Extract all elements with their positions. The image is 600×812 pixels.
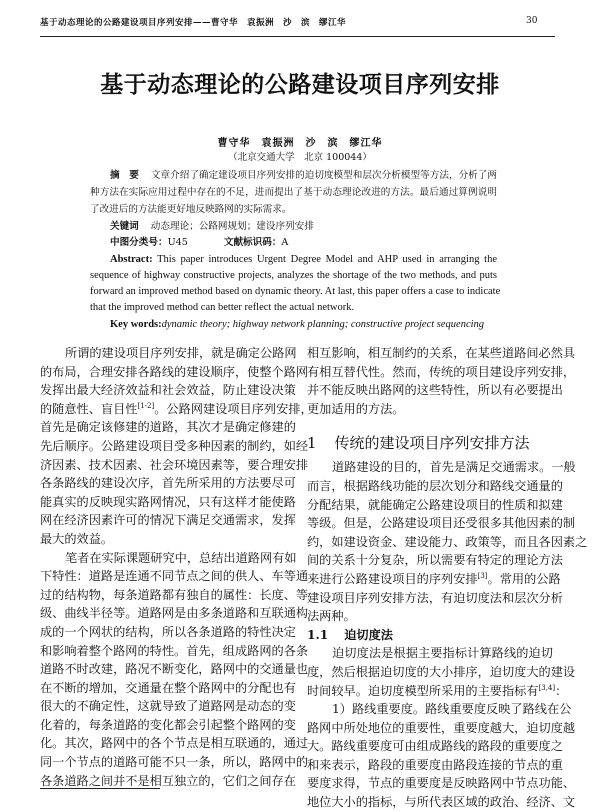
abstract-cn-line	[90, 168, 497, 184]
body-line: 等级。但是，公路建设项目还受很多其他因素的制	[307, 516, 576, 531]
keywords-cn	[90, 219, 497, 235]
section-title: 传统的建设项目序列安排方法	[334, 434, 530, 453]
keywords-en	[90, 317, 497, 333]
authors: 曹守华 袁振洲 沙 滨 缪江华	[217, 138, 383, 149]
affiliation: （北京交通大学 北京 100044）	[228, 152, 372, 163]
body-line: 各条道路之间并不是相互独立的，它们之间存在	[40, 773, 296, 788]
keywords-en-label: Key words:	[110, 319, 162, 330]
body-line: 并不能反映出路网的这些特性，所以有必要提出	[307, 383, 563, 398]
body-line: 分配结果，就能确定公路建设项目的性质和拟建	[307, 497, 563, 512]
body-text: ：	[555, 683, 568, 698]
body-line: 同一个节点的道路可能不只一条，所以，路网中的	[40, 755, 309, 770]
body-text: 时间较早。迫切度模型所采用的主要指标有	[307, 683, 539, 698]
section-heading-1-1	[307, 626, 553, 645]
abstract-cn-text: 文章介绍了确定建设项目序列安排的迫切度模型和层次分析模型等方法，分析了两	[150, 170, 498, 181]
body-line: 而言，根据路线功能的层次划分和路线交通量的	[307, 478, 563, 493]
doc-code-value: A	[281, 237, 289, 248]
body-line	[307, 570, 561, 589]
paper-title: 基于动态理论的公路建设项目序列安排	[100, 71, 500, 98]
citation: [3]	[477, 571, 488, 580]
abstract-en-line: sequence of highway constructive projects, analyzes the shortage of the two methods, and puts	[90, 270, 497, 281]
body-line: 相互影响，相互制约的关系，在某些道路间必然具	[307, 346, 576, 360]
section-number: 1	[307, 434, 317, 453]
body-line: 和影响着整个路网的特性。首先，组成路网的各条	[40, 643, 309, 658]
abstract-cn-line: 了改进后的方法能更好地反映路网的实际需求。	[90, 204, 292, 215]
body-line: 的布局，合理安排各路线的建设顺序，使整个路网	[40, 364, 309, 379]
class-label: 中图分类号：	[110, 237, 168, 248]
body-line: 和来表示，路段的重要度由路段连接的节点的重	[307, 757, 563, 772]
section-title: 迫切度法	[344, 627, 393, 642]
body-line: 济因素、技术因素、社会环境因素等，要合理安排	[40, 457, 309, 472]
body-line: 建设项目序列安排方法，有迫切度法和层次分析	[307, 590, 563, 605]
body-line: 各条路线的建设次序，首先所采用的方法要尽可	[40, 476, 296, 491]
abstract-en-line: forward an improved method based on dynamic theory. At last, this paper offers a case to indicate	[90, 286, 501, 297]
doc-code-label: 文献标识码：	[223, 237, 282, 248]
body-line: 首先是确定该修建的道路，其次才是确定修建的	[40, 420, 296, 435]
abstract-en-text: This paper introduces Urgent Degree Model and AHP used in arranging the	[157, 254, 497, 265]
body-line: 道路不时改建，路况不断变化，路网中的交通量也	[40, 662, 309, 677]
right-column	[307, 344, 588, 812]
body-line: 成的一个网状的结构，所以各条道路的特性决定	[40, 624, 296, 639]
body-text: 的随意性、盲目性	[40, 401, 138, 416]
abstract-en-line	[90, 252, 497, 268]
section-heading-1	[307, 428, 553, 458]
body-line: 下特性：道路是连通不同节点之间的供人、车等通	[40, 569, 309, 584]
body-line: 道路建设的目的，首先是满足交通需求。一般	[332, 460, 576, 475]
body-line	[307, 682, 568, 701]
body-line: 发挥出最大经济效益和社会效益，防止建设决策	[40, 383, 296, 398]
abstract-cn-label: 摘 要	[110, 170, 139, 181]
body-line: 最大的效益。	[40, 531, 114, 546]
running-head: 基于动态理论的公路建设项目序列安排——曹守华 袁振洲 沙 滨 缪江华	[40, 18, 347, 28]
body-line: 法两种。	[307, 609, 356, 624]
citation: [3,4]	[538, 683, 556, 692]
body-line: 度，然后根据迫切度的大小排序，迫切度大的建设	[307, 664, 576, 679]
header-rule	[40, 36, 555, 37]
abstract-en-line: that the improved method can better reflect the actual network.	[90, 302, 355, 313]
body-line: 迫切度法是根据主要指标计算路线的迫切	[332, 646, 553, 661]
body-line: 有相互替代性。然而，传统的项目建设序列安排，	[307, 364, 576, 379]
body-line: 很大的不确定性，这就导致了道路网是动态的变	[40, 699, 296, 714]
body-text: 。公路网建设项目序列安排，	[154, 401, 313, 416]
body-line: 1）路线重要度。路线重要度反映了路线在公	[332, 702, 572, 717]
body-line: 地位大小的指标，与所代表区域的政治、经济、文	[307, 795, 576, 810]
section-number: 1.1	[307, 627, 329, 642]
body-line: 先后顺序。公路建设项目受多种因素的制约，如经	[40, 438, 309, 453]
keywords-en-text: dynamic theory; highway network planning; constructive project sequencing	[161, 319, 485, 330]
body-line: 大。路线重要度可由组成路线的路段的重要度之	[307, 739, 563, 754]
body-line: 更加适用的方法。	[307, 401, 405, 416]
body-line: 所谓的建设项目序列安排，就是确定公路网	[65, 346, 297, 360]
body-line: 笔者在实际课题研究中，总结出道路网有如	[65, 550, 297, 565]
body-text: 。常用的公路	[487, 571, 561, 586]
body-line: 级、曲线半径等。道路网是由多条道路和互联通构	[40, 606, 309, 621]
body-line: 化。其次，路网中的各个节点是相互联通的，通过	[40, 736, 309, 751]
keywords-cn-text: 动态理论；公路网规划；建设序列安排	[150, 221, 314, 232]
body-line: 网在经济因素许可的情况下满足交通需求，发挥	[40, 513, 296, 528]
body-line: 要度求得，节点的重要度是反映路网中节点功能、	[307, 776, 576, 791]
body-line: 能真实的反映现实路网情况，只有这样才能使路	[40, 494, 296, 509]
body-line: 化着的，每条道路的变化都会引起整个路网的变	[40, 717, 296, 732]
abstract-cn-line: 种方法在实际应用过程中存在的不足，进而提出了基于动态理论改进的方法。最后通过算例说明	[90, 187, 497, 198]
body-line: 过的结构物，每条道路都有独自的属性：长度、等	[40, 587, 309, 602]
abstract-en-label: Abstract:	[110, 254, 153, 265]
footnote-rule	[40, 788, 160, 789]
body-line: 约，如建设资金、建设能力、政策等，而且各因素之	[307, 534, 588, 549]
page-number: 30	[526, 16, 538, 26]
keywords-cn-label: 关键词	[110, 221, 139, 232]
body-text: 来进行公路建设项目的序列安排	[307, 571, 478, 586]
body-line	[40, 400, 313, 419]
body-line: 路网中所处地位的重要性，重要度越大，迫切度越	[307, 720, 576, 735]
classification	[90, 235, 497, 251]
left-column	[40, 344, 313, 790]
body-line: 间的关系十分复杂，所以需要有特定的理论方法	[307, 553, 563, 568]
citation: [1-2]	[137, 401, 155, 410]
class-value: U45	[167, 237, 188, 248]
body-line: 在不断的增加，交通量在整个路网中的分配也有	[40, 680, 296, 695]
